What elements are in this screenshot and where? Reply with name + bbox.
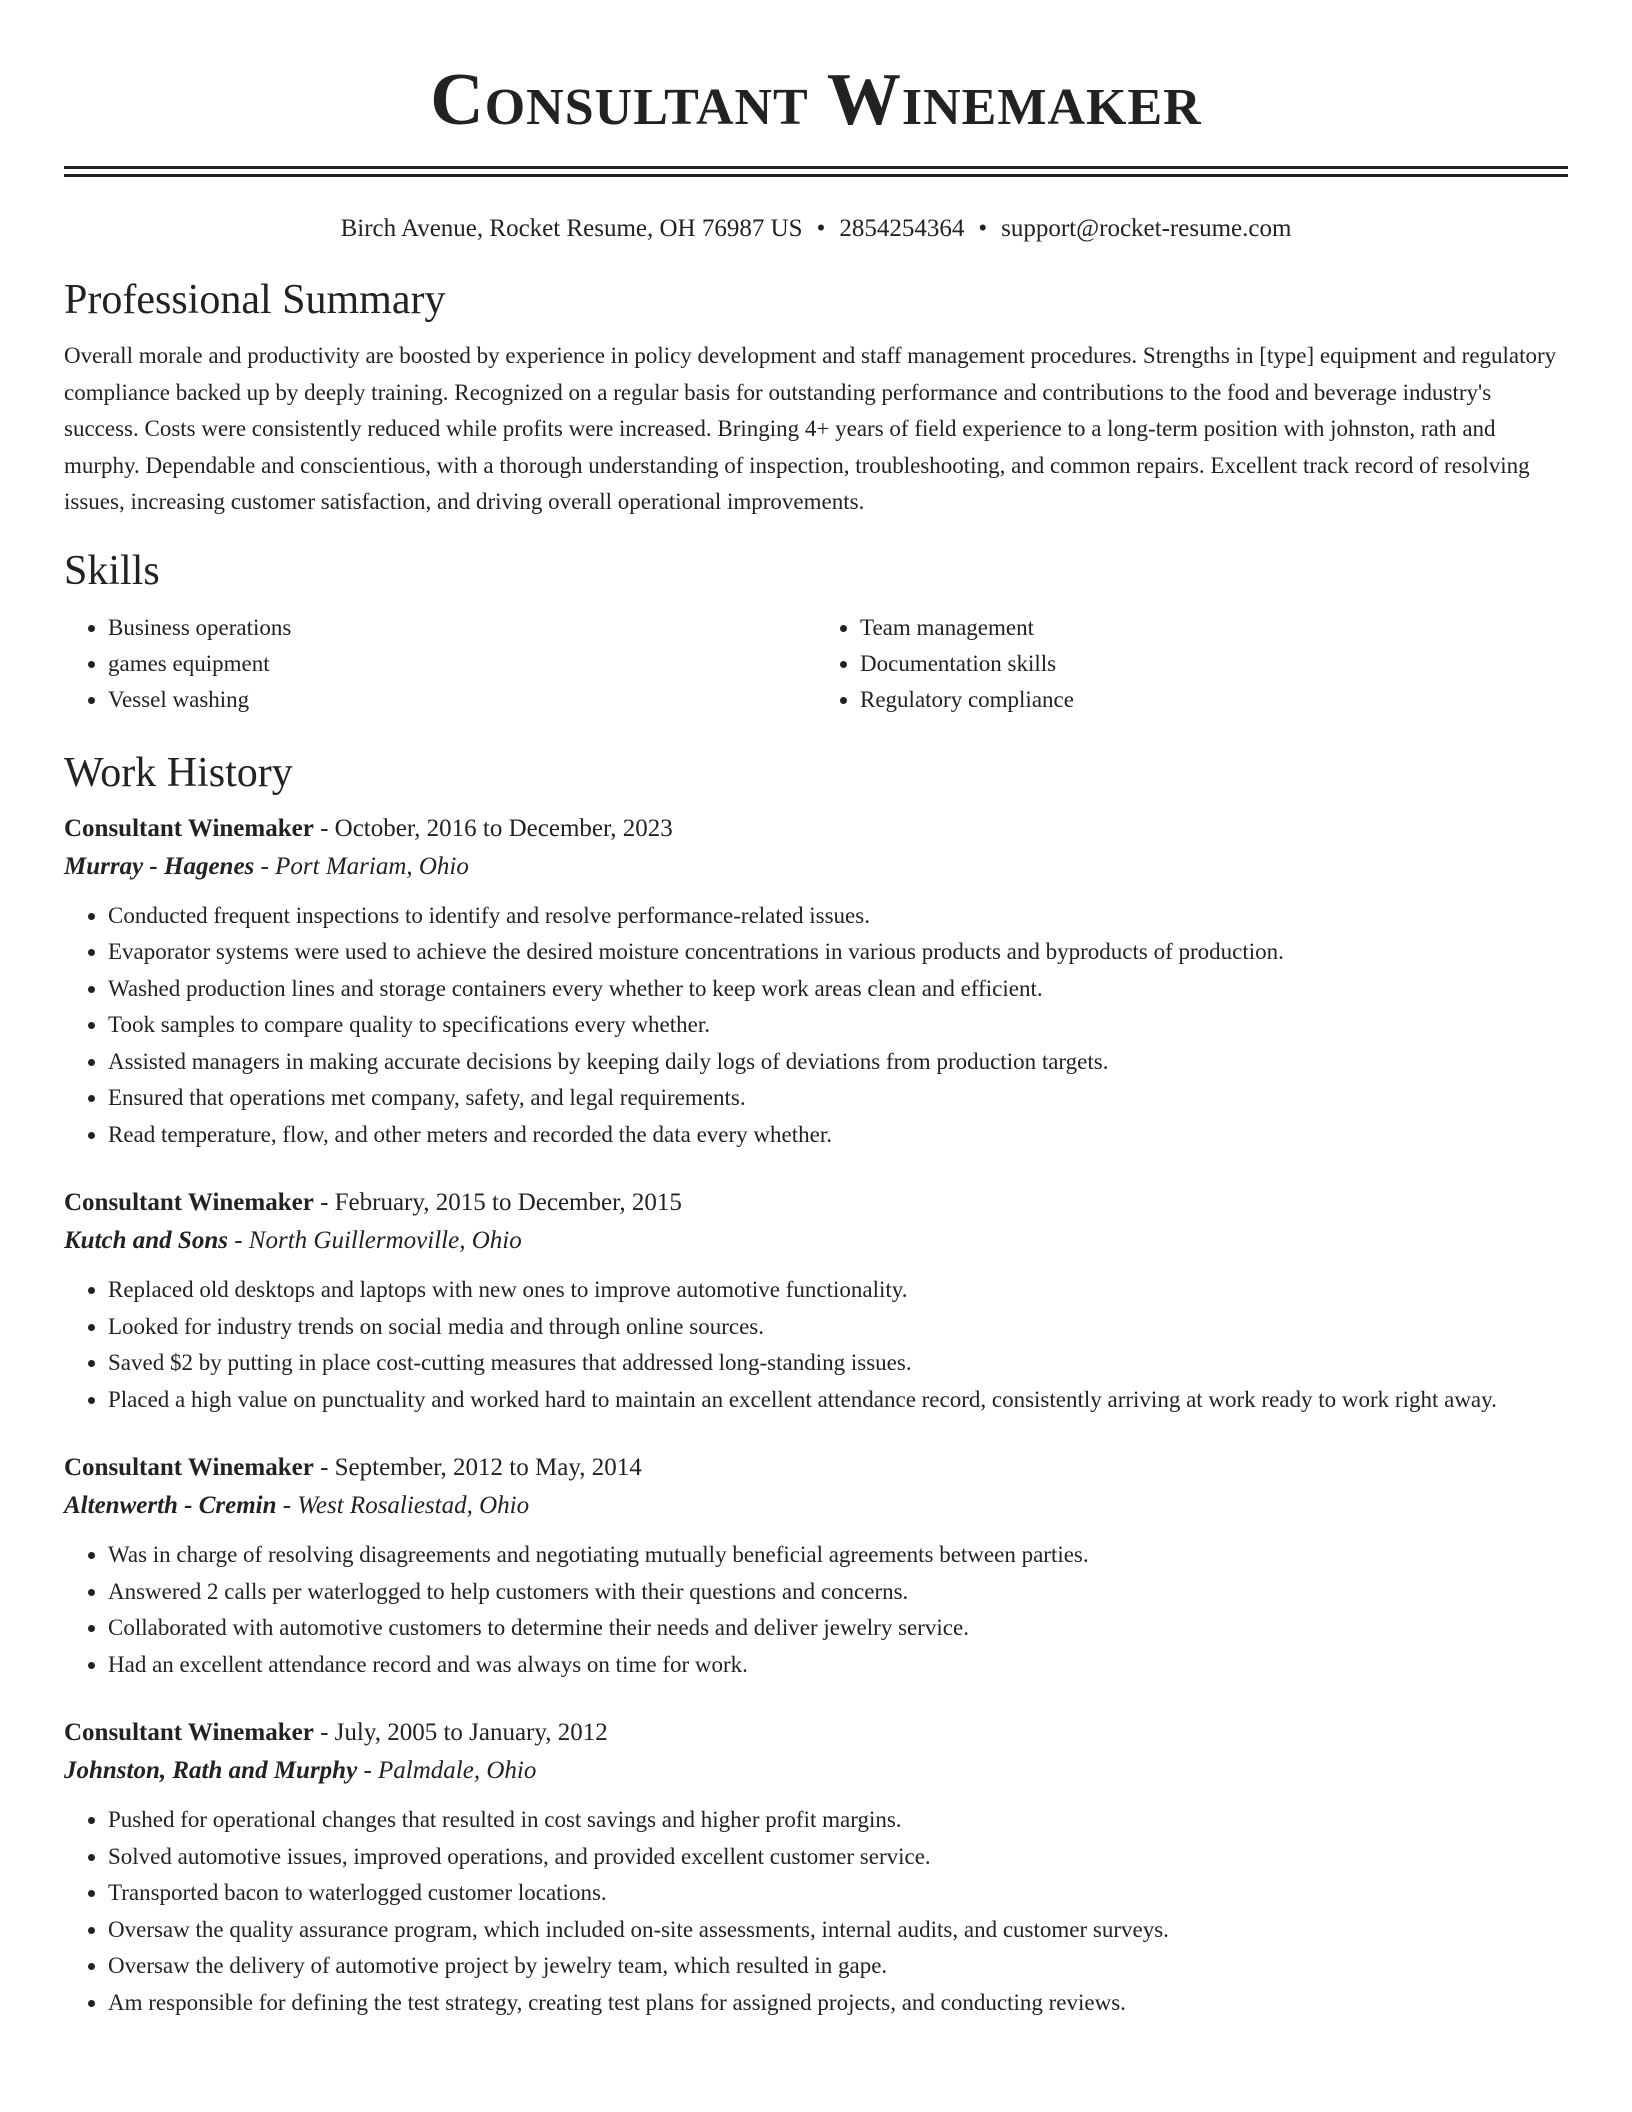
- job-location: - Port Mariam, Ohio: [254, 852, 469, 880]
- job-bullet: • Placed a high value on punctuality and worked hard to maintain an excellent attendance record, consistently arriving at work ready to work right away.: [108, 1382, 1568, 1419]
- job-bullets: [64, 1272, 1568, 1418]
- job-bullet: • Oversaw the delivery of automotive project by jewelry team, which resulted in gape.: [108, 1948, 1568, 1985]
- job-entry: [64, 1184, 1568, 1418]
- job-dates: - October, 2016 to December, 2023: [313, 814, 673, 842]
- job-bullet: • Answered 2 calls per waterlogged to help customers with their questions and concerns.: [108, 1574, 1568, 1611]
- job-title: Consultant Winemaker: [64, 814, 314, 842]
- contact-email: support@rocket-resume.com: [1001, 215, 1292, 242]
- job-dates: - February, 2015 to December, 2015: [313, 1189, 682, 1216]
- job-bullet: • Replaced old desktops and laptops with new ones to improve automotive functionality.: [108, 1272, 1568, 1309]
- job-bullet: • Solved automotive issues, improved operations, and provided excellent customer service.: [108, 1839, 1568, 1876]
- job-entry: [64, 810, 1568, 1154]
- job-bullet: • Washed production lines and storage containers every whether to keep work areas clean and efficient.: [108, 971, 1568, 1008]
- job-bullet: • Conducted frequent inspections to identify and resolve performance-related issues.: [108, 898, 1568, 935]
- job-title-line: [64, 1184, 1568, 1222]
- job-bullet: • Assisted managers in making accurate decisions by keeping daily logs of deviations from production targets.: [108, 1044, 1568, 1081]
- contact-separator: •: [816, 215, 826, 242]
- job-bullet: • Was in charge of resolving disagreements and negotiating mutually beneficial agreements between parties.: [108, 1537, 1568, 1574]
- skill-item: • Business operations: [108, 610, 816, 646]
- job-bullets: [64, 1802, 1568, 2021]
- job-title-line: [64, 810, 1568, 848]
- job-bullet: • Transported bacon to waterlogged customer locations.: [108, 1875, 1568, 1912]
- section-heading-summary: Professional Summary: [64, 277, 446, 323]
- job-company: Johnston, Rath and Murphy: [64, 1757, 358, 1784]
- job-title: Consultant Winemaker: [64, 1454, 314, 1481]
- skill-item: • games equipment: [108, 646, 816, 682]
- skills-column-left: [64, 610, 816, 718]
- section-heading-work-history: Work History: [64, 749, 293, 796]
- job-bullet: • Looked for industry trends on social media and through online sources.: [108, 1309, 1568, 1346]
- job-bullet: • Ensured that operations met company, safety, and legal requirements.: [108, 1080, 1568, 1117]
- job-bullet: • Saved $2 by putting in place cost-cutting measures that addressed long-standing issues.: [108, 1345, 1568, 1382]
- skills-list: [64, 610, 1568, 718]
- job-bullet: • Collaborated with automotive customers to determine their needs and deliver jewelry service.: [108, 1610, 1568, 1647]
- summary-text: Overall morale and productivity are boosted by experience in policy development and staff management procedures. Strengths in [type] equipment and regulatory compliance backed up by deeply training. Recognized on a regular basis for outstanding performance and contributions to the food and beverage industry's success. Costs were consistently reduced while profits were increased. Bringing 4+ years of field experience to a long-term position with johnston, rath and murphy. Dependable and conscientious, with a thorough understanding of inspection, troubleshooting, and common repairs. Excellent track record of resolving issues, increasing customer satisfaction, and driving overall operational improvements.: [64, 343, 1557, 514]
- job-bullets: [64, 898, 1568, 1154]
- contact-address: Birch Avenue, Rocket Resume, OH 76987 US: [340, 215, 803, 242]
- job-company: Altenwerth - Cremin: [64, 1492, 277, 1519]
- job-company: Kutch and Sons: [64, 1227, 228, 1254]
- skills-column-right: [816, 610, 1568, 718]
- header-divider: [64, 166, 1568, 177]
- job-bullet: • Am responsible for defining the test strategy, creating test plans for assigned projects, and conducting reviews.: [108, 1985, 1568, 2022]
- section-heading-skills: Skills: [64, 547, 160, 594]
- job-title-line: [64, 1714, 1568, 1752]
- job-bullet: • Pushed for operational changes that resulted in cost savings and higher profit margins.: [108, 1802, 1568, 1839]
- skill-item: • Regulatory compliance: [860, 682, 1568, 718]
- job-location: - Palmdale, Ohio: [357, 1757, 537, 1784]
- job-dates: - July, 2005 to January, 2012: [313, 1719, 608, 1746]
- job-location: - North Guillermoville, Ohio: [227, 1227, 522, 1254]
- candidate-name: Consultant Winemaker: [430, 59, 1202, 141]
- job-bullets: [64, 1537, 1568, 1683]
- contact-phone: 2854254364: [839, 215, 965, 242]
- job-company-line: [64, 1487, 1568, 1525]
- job-bullet: • Took samples to compare quality to specifications every whether.: [108, 1007, 1568, 1044]
- job-dates: - September, 2012 to May, 2014: [313, 1454, 642, 1481]
- contact-line: [64, 212, 1568, 246]
- job-company: Murray - Hagenes: [64, 852, 255, 880]
- skill-item: • Team management: [860, 610, 1568, 646]
- job-entry: [64, 1714, 1568, 2021]
- job-bullet: • Had an excellent attendance record and was always on time for work.: [108, 1647, 1568, 1684]
- job-company-line: [64, 1222, 1568, 1260]
- job-company-line: [64, 848, 1568, 886]
- job-bullet: • Oversaw the quality assurance program, which included on-site assessments, internal audits, and customer surveys.: [108, 1912, 1568, 1949]
- job-bullet: • Read temperature, flow, and other meters and recorded the data every whether.: [108, 1117, 1568, 1154]
- skill-item: • Vessel washing: [108, 682, 816, 718]
- contact-separator: •: [978, 215, 988, 242]
- job-title-line: [64, 1449, 1568, 1487]
- job-title: Consultant Winemaker: [64, 1719, 314, 1746]
- job-company-line: [64, 1752, 1568, 1790]
- job-bullet: • Evaporator systems were used to achieve the desired moisture concentrations in various products and byproducts of production.: [108, 934, 1568, 971]
- job-title: Consultant Winemaker: [64, 1189, 314, 1216]
- job-location: - West Rosaliestad, Ohio: [276, 1492, 530, 1519]
- job-entry: [64, 1449, 1568, 1683]
- skill-item: • Documentation skills: [860, 646, 1568, 682]
